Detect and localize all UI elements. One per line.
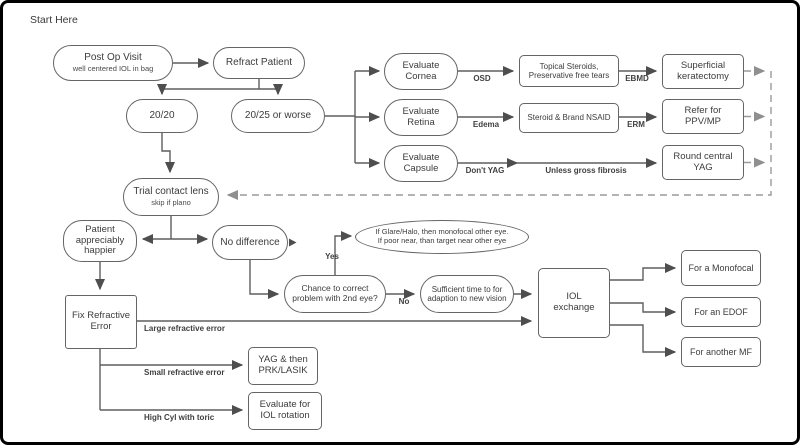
edge-label-dont-yag: Don't YAG — [465, 166, 505, 175]
evaluate-retina-label: Evaluate Retina — [402, 105, 440, 128]
refract-patient-label: Refract Patient — [225, 57, 293, 69]
edge-label-small-refractive-error: Small refractive error — [144, 368, 225, 377]
node-trial-contact-lens — [123, 178, 219, 216]
edge-label-large-refractive-error: Large refractive error — [144, 324, 225, 333]
connector-refract-split — [162, 79, 278, 89]
evaluate-capsule-label: Evaluate Capsule — [402, 151, 440, 174]
iol-exchange-label: IOL exchange — [553, 291, 595, 313]
node-no-difference — [212, 225, 288, 260]
sufficient-time-label: Sufficient time to for adaption to new vision — [427, 284, 507, 303]
post-op-visit-title: Post Op Visit — [84, 52, 142, 64]
fix-refractive-error-label: Fix Refractive Error — [71, 310, 131, 332]
node-superficial-keratectomy — [662, 54, 744, 89]
connector-2020-to-trial — [162, 133, 170, 172]
edge-label-yes: Yes — [325, 252, 339, 261]
nodiff-right-arrowhead — [289, 239, 297, 247]
evaluate-iol-rotation-label: Evaluate for IOL rotation — [259, 399, 311, 421]
node-for-monofocal — [681, 250, 761, 286]
connector-iol-to-edof — [610, 303, 675, 312]
vision-20-20-label: 20/20 — [149, 110, 175, 122]
node-round-central-yag — [662, 145, 744, 180]
edge-label-no: No — [398, 297, 410, 306]
node-sufficient-time — [420, 275, 514, 313]
node-refract-patient — [213, 47, 305, 79]
patient-happier-label: Patient appreciably happier — [75, 223, 125, 257]
connector-iol-to-mf — [610, 325, 675, 352]
edge-label-ebmd: EBMD — [625, 74, 649, 83]
start-here-label: Start Here — [30, 14, 78, 26]
edge-label-unless-gross-fibrosis: Unless gross fibrosis — [545, 166, 627, 175]
node-topical-steroids — [519, 55, 619, 87]
no-difference-label: No difference — [220, 236, 280, 248]
node-post-op-visit — [53, 45, 173, 81]
for-another-mf-label: For another MF — [689, 346, 753, 357]
node-patient-happier — [63, 220, 137, 262]
edge-label-high-cyl-with-toric: High Cyl with toric — [144, 413, 215, 422]
refer-ppv-mp-label: Refer for PPV/MP — [684, 104, 722, 127]
node-evaluate-capsule — [384, 145, 458, 182]
vision-20-25-label: 20/25 or worse — [244, 110, 312, 122]
superficial-keratectomy-label: Superficial keratectomy — [677, 59, 729, 82]
connector-nodiff-to-chance — [250, 260, 278, 294]
node-refer-ppv-mp — [662, 99, 744, 134]
connector-iol-to-monofocal — [610, 268, 675, 280]
post-op-visit-subtitle: well centered IOL in bag — [72, 63, 154, 73]
node-evaluate-cornea — [384, 53, 458, 90]
chance-correct-label: Chance to correct problem with 2nd eye? — [292, 283, 378, 303]
edge-label-erm: ERM — [627, 120, 645, 129]
steroid-nsaid-label: Steroid & Brand NSAID — [527, 113, 611, 123]
glare-halo-line1: If Glare/Halo, then monofocal other eye. — [375, 227, 509, 237]
node-evaluate-retina — [384, 99, 458, 136]
node-yag-prk-lasik — [248, 347, 318, 385]
evaluate-cornea-label: Evaluate Cornea — [402, 59, 440, 82]
node-for-another-mf — [681, 337, 761, 367]
node-for-edof — [681, 297, 761, 327]
round-central-yag-label: Round central YAG — [673, 150, 733, 173]
trial-contact-lens-title: Trial contact lens — [133, 186, 209, 198]
node-iol-exchange — [538, 268, 610, 338]
edge-label-edema: Edema — [472, 120, 500, 129]
yag-prk-lasik-label: YAG & then PRK/LASIK — [258, 354, 308, 376]
node-chance-correct — [284, 275, 386, 313]
edge-label-osd: OSD — [473, 74, 491, 83]
topical-steroids-label: Topical Steroids, Preservative free tears — [528, 61, 610, 80]
node-20-25-or-worse — [231, 99, 325, 133]
node-fix-refractive-error — [65, 295, 137, 349]
for-monofocal-label: For a Monofocal — [688, 262, 754, 273]
connector-2025-split — [325, 71, 355, 163]
node-glare-halo-note — [355, 220, 529, 254]
node-20-20 — [126, 99, 198, 133]
node-steroid-nsaid — [519, 103, 619, 133]
glare-halo-line2: If poor near, than target near other eye — [377, 236, 507, 245]
node-evaluate-iol-rotation — [248, 392, 322, 430]
trial-contact-lens-subtitle: skip if plano — [151, 197, 191, 207]
for-edof-label: For an EDOF — [694, 306, 748, 317]
